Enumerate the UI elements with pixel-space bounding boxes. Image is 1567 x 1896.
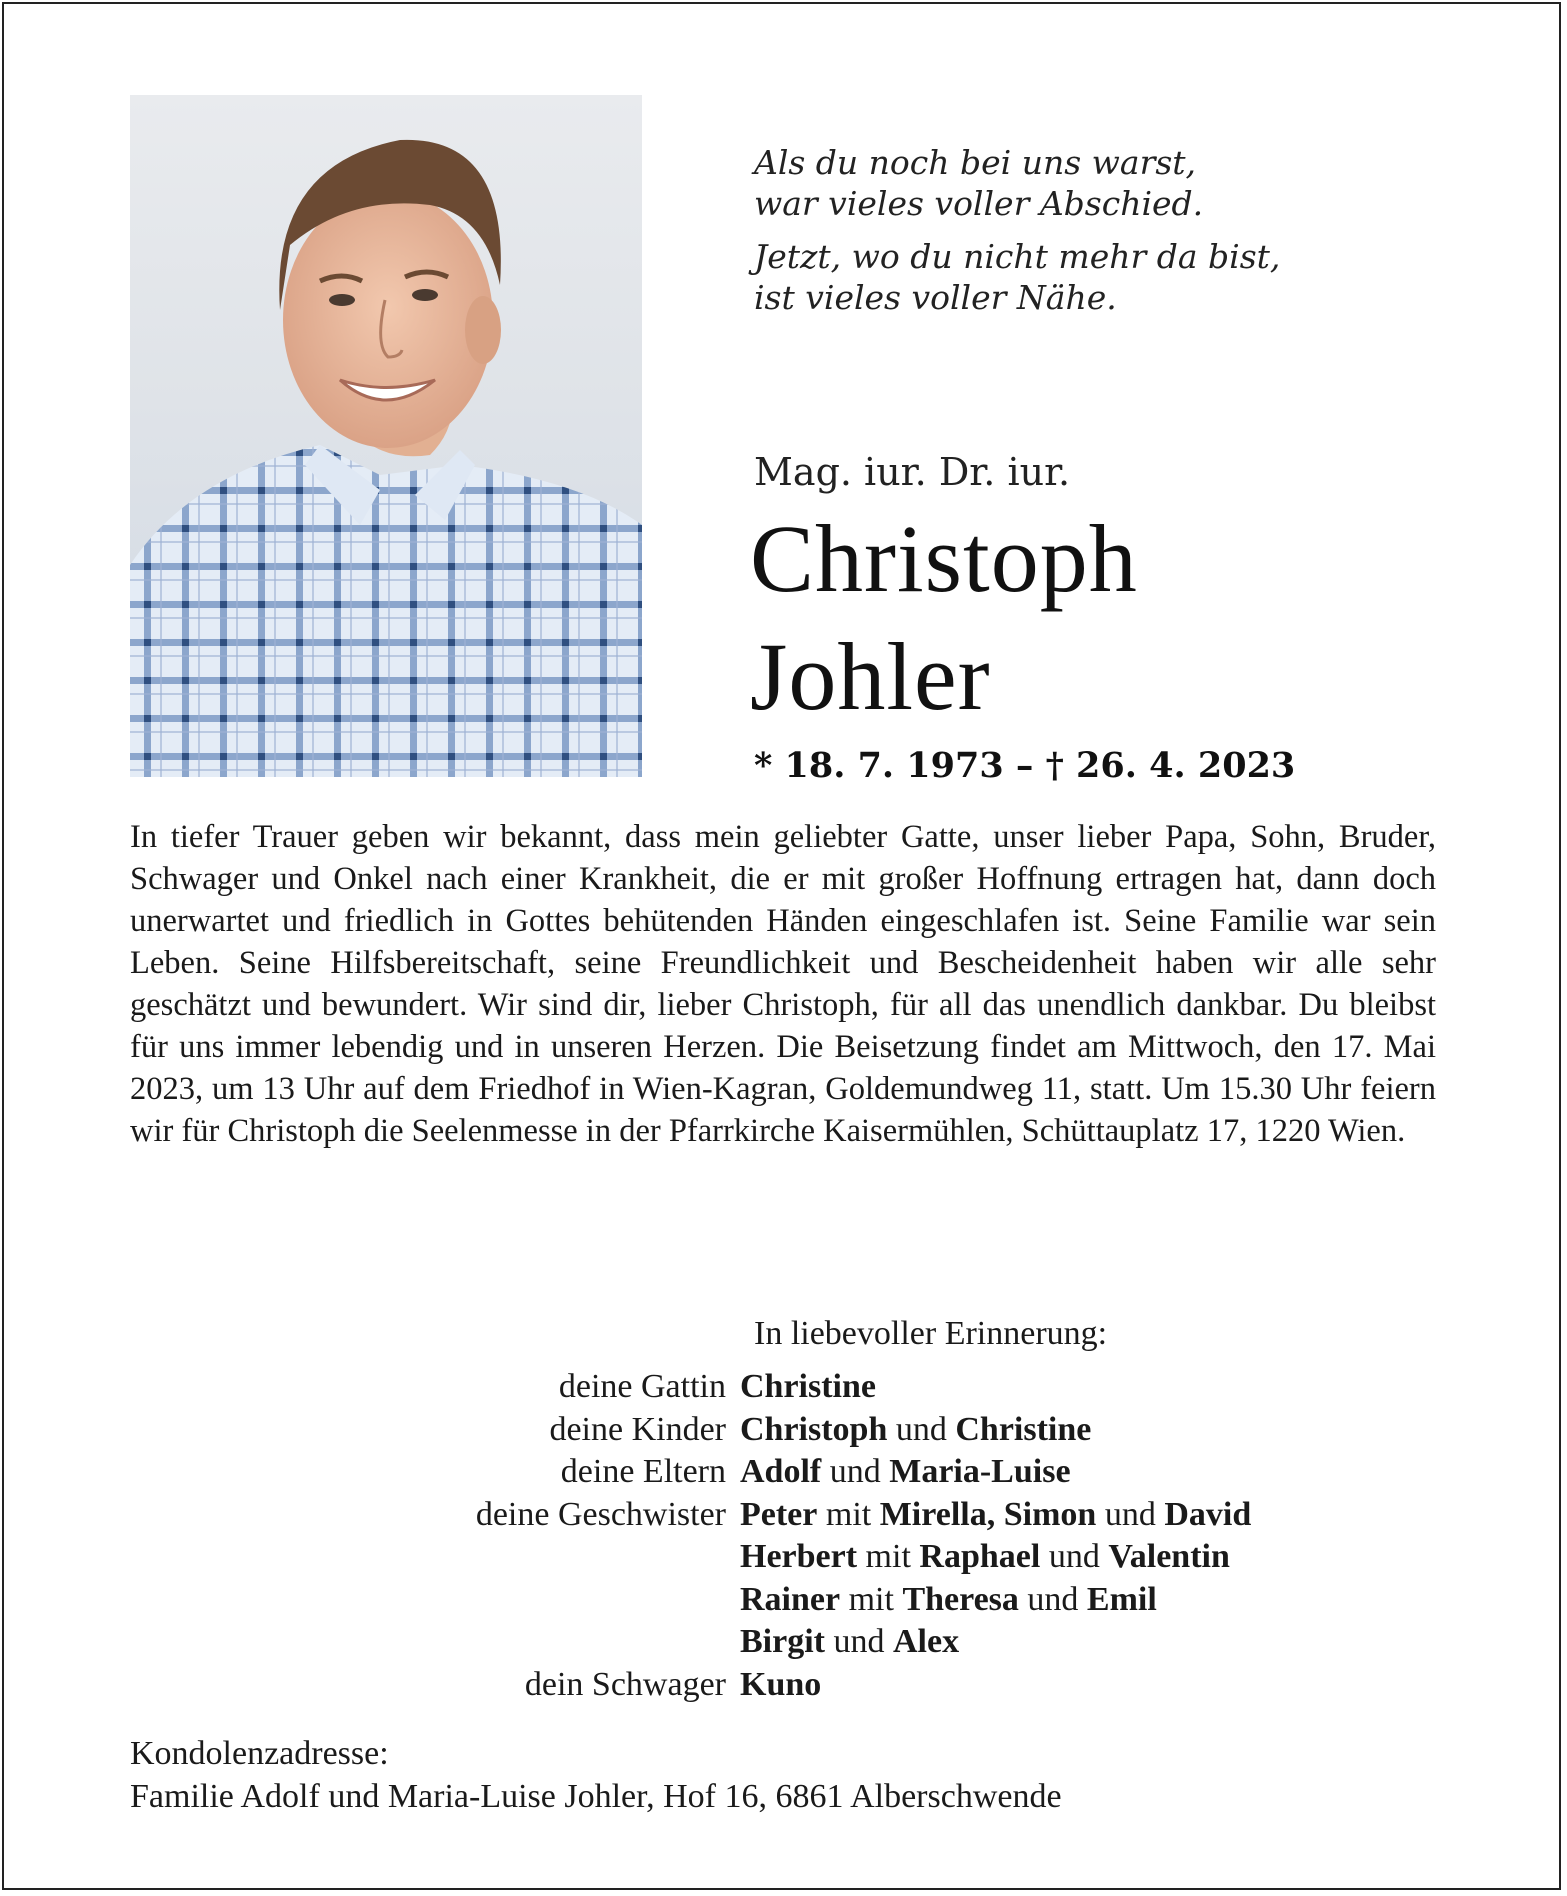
family-member-name: Herbert: [740, 1538, 858, 1575]
quote-line: war vieles voller Abschied.: [754, 184, 1204, 223]
family-names: [740, 1366, 1460, 1409]
family-connector: mit: [857, 1538, 920, 1575]
first-name: Christoph: [750, 505, 1138, 612]
family-relation: dein Schwager: [524, 1665, 726, 1703]
family-member-name: Theresa: [902, 1580, 1019, 1618]
family-member-name: Valentin: [1108, 1538, 1230, 1575]
family-relation: deine Kinder: [549, 1410, 726, 1448]
family-member-name: Mirella, Simon: [879, 1495, 1097, 1533]
family-connector: und: [887, 1410, 956, 1448]
family-member-name: David: [1164, 1495, 1252, 1533]
family-names: [740, 1621, 1460, 1664]
family-member-name: Kuno: [740, 1665, 822, 1703]
family-relation: deine Geschwister: [475, 1495, 726, 1533]
family-row: [130, 1579, 1460, 1622]
family-list: [130, 1366, 1460, 1706]
family-row: [130, 1664, 1460, 1707]
family-names: [740, 1409, 1460, 1452]
family-member-name: Christoph: [740, 1410, 888, 1448]
family-member-name: Adolf: [740, 1453, 822, 1490]
family-relation: [130, 1536, 740, 1579]
memory-heading: In liebevoller Erinnerung:: [754, 1315, 1108, 1352]
family-connector: mit: [840, 1580, 903, 1618]
family-member-name: Rainer: [740, 1580, 841, 1618]
family-row: [130, 1451, 1460, 1494]
family-row: [130, 1366, 1460, 1409]
family-connector: und: [824, 1623, 893, 1660]
family-member-name: Peter: [740, 1495, 818, 1533]
academic-title: Mag. iur. Dr. iur.: [754, 450, 1071, 494]
family-member-name: Raphael: [919, 1538, 1041, 1575]
portrait-illustration: [130, 95, 642, 777]
family-member-name: Emil: [1086, 1580, 1157, 1618]
family-row: [130, 1494, 1460, 1537]
family-member-name: Birgit: [740, 1623, 825, 1660]
family-names: [740, 1536, 1460, 1579]
family-relation: [130, 1621, 740, 1664]
portrait-photo: [130, 95, 642, 777]
family-names: [740, 1451, 1460, 1494]
announcement-text: In tiefer Trauer geben wir bekannt, dass mein geliebter Gatte, unser lieber Papa, Sohn, Bruder, Schwager und Onkel nach einer Krankheit, die er mit großer Hoffnung ertragen hat, dann doch unerwartet und friedlich in Gottes behütenden Händen eingeschlafen ist. Seine Familie war sein Leben. Seine Hilfsbereitschaft, seine Freundlichkeit und Bescheidenheit haben wir alle sehr geschätzt und bewundert. Wir sind dir, lieber Christoph, für all das unendlich dankbar. Du bleibst für uns immer lebendig und in unseren Herzen. Die Beisetzung findet am Mittwoch, den 17. Mai 2023, um 13 Uhr auf dem Friedhof in Wien-Kagran, Goldemundweg 11, statt. Um 15.30 Uhr feiern wir für Christoph die Seelenmesse in der Pfarrkirche Kaisermühlen, Schüttauplatz 17, 1220 Wien.: [130, 819, 1436, 1149]
condolence-address: Familie Adolf und Maria-Luise Johler, Hof 16, 6861 Alberschwende: [130, 1778, 1062, 1815]
family-connector: und: [821, 1453, 890, 1490]
family-row: [130, 1409, 1460, 1452]
family-relation: [130, 1579, 740, 1622]
last-name: Johler: [750, 623, 991, 730]
deceased-name: [750, 500, 1138, 736]
family-member-name: Maria-Luise: [889, 1453, 1071, 1490]
family-connector: und: [1018, 1580, 1087, 1618]
family-names: [740, 1664, 1460, 1707]
condolence-label: Kondolenzadresse:: [130, 1735, 389, 1772]
family-connector: und: [1040, 1538, 1109, 1575]
quote-line: ist vieles voller Nähe.: [754, 278, 1117, 317]
family-relation: deine Gattin: [558, 1368, 726, 1405]
family-relation: deine Eltern: [560, 1453, 726, 1490]
family-connector: und: [1096, 1495, 1165, 1533]
family-member-name: Christine: [955, 1410, 1092, 1448]
life-dates: * 18. 7. 1973 – † 26. 4. 2023: [754, 745, 1296, 786]
family-names: [740, 1494, 1460, 1537]
family-member-name: Alex: [892, 1623, 960, 1660]
condolence-block: [130, 1732, 1062, 1818]
family-row: [130, 1621, 1460, 1664]
quote-line: Als du noch bei uns warst,: [754, 143, 1197, 182]
family-row: [130, 1536, 1460, 1579]
family-connector: mit: [817, 1495, 880, 1533]
family-member-name: Christine: [740, 1368, 876, 1405]
family-names: [740, 1579, 1460, 1622]
memorial-quote: [754, 142, 1314, 330]
quote-line: Jetzt, wo du nicht mehr da bist,: [754, 237, 1281, 276]
